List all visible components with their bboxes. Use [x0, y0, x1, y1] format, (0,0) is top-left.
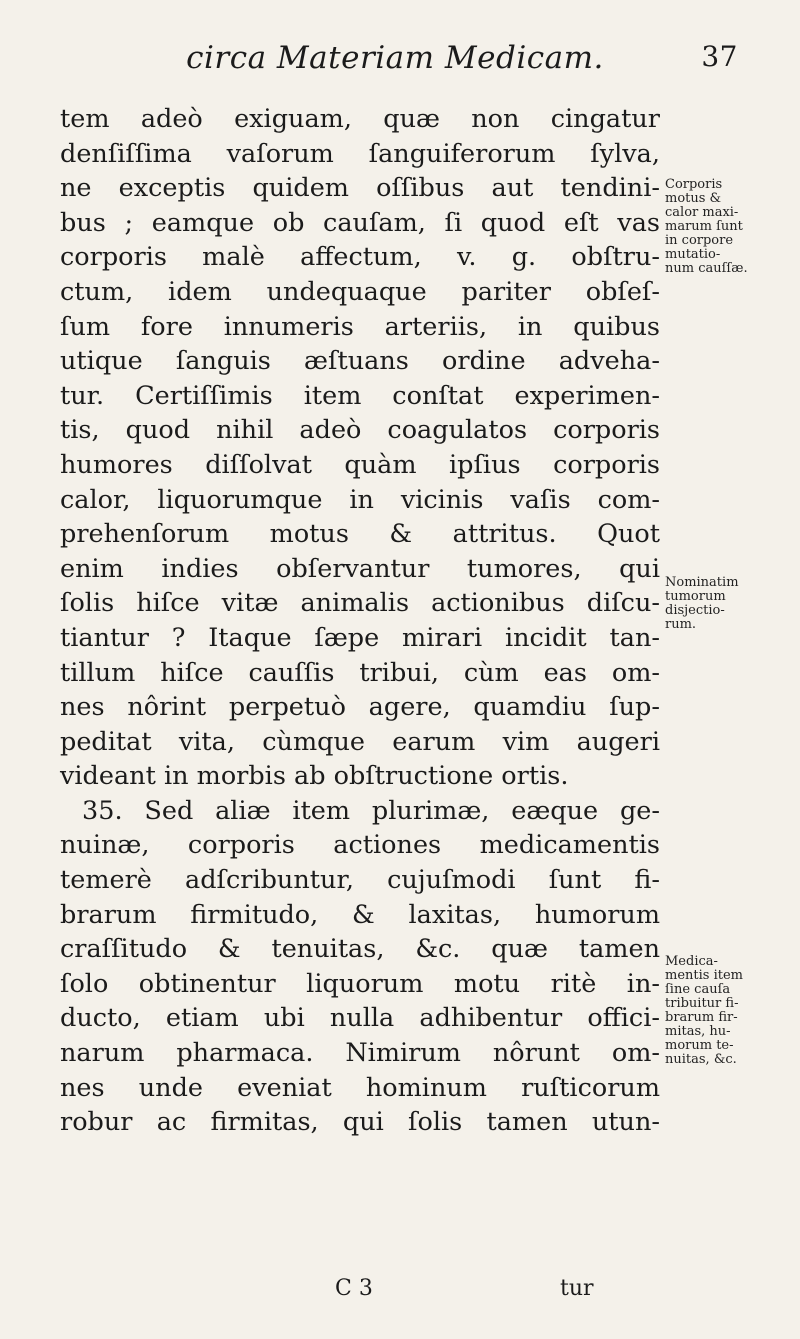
text-line: corporis malè affectum, v. g. obſtru-	[60, 242, 660, 273]
margin-note-line: ſine cauſa	[665, 982, 731, 997]
margin-note-line: motus &	[665, 191, 722, 206]
text-line: enim indies obſervantur tumores, qui	[60, 553, 660, 584]
margin-note-line: num cauſſæ.	[665, 261, 748, 276]
text-line: bus ; eamque ob cauſam, ſi quod eſt vas	[60, 207, 660, 238]
text-line: peditat vita, cùmque earum vim augeri	[60, 726, 660, 757]
running-header	[110, 40, 738, 76]
margin-note-line: marum ſunt	[665, 219, 743, 234]
margin-note-line: mitas, hu-	[665, 1024, 731, 1039]
text-line: videant in morbis ab obſtructione ortis.	[60, 761, 569, 792]
margin-note-corporis	[665, 178, 795, 276]
text-line: narum pharmaca. Nimirum nôrunt om-	[60, 1038, 660, 1069]
page-footer	[60, 1276, 660, 1310]
margin-note-line: brarum fir-	[665, 1010, 738, 1025]
margin-note-line: Nominatim	[665, 575, 739, 590]
margin-note-line: Medica-	[665, 954, 718, 969]
text-line: brarum firmitudo, & laxitas, humorum	[60, 899, 660, 930]
margin-note-nominatim	[665, 576, 795, 632]
text-line: ducto, etiam ubi nulla adhibentur offici-	[60, 1003, 660, 1034]
text-line: tem adeò exiguam, quæ non cingatur	[60, 104, 660, 134]
text-line: ctum, idem undequaque pariter obſeſ-	[60, 276, 660, 307]
margin-note-line: disjectio-	[665, 603, 725, 618]
text-line: humores diſſolvat quàm ipſius corporis	[60, 449, 660, 480]
text-line: robur ac firmitas, qui ſolis tamen utun-	[60, 1107, 660, 1138]
text-line: denſiſſima vaſorum ſanguiferorum ſylva,	[60, 138, 660, 169]
catchword: tur	[560, 1276, 594, 1301]
text-line: nuinæ, corporis actiones medicamentis	[60, 830, 660, 861]
margin-note-line: in corpore	[665, 233, 734, 248]
text-line: utique ſanguis æſtuans ordine adveha-	[60, 346, 660, 377]
margin-note-line: nuitas, &c.	[665, 1052, 737, 1067]
text-line: temerè adſcribuntur, cujuſmodi ſunt fi-	[60, 865, 660, 896]
text-line: tis, quod nihil adeò coagulatos corporis	[60, 415, 660, 446]
signature-mark: C 3	[335, 1276, 373, 1301]
margin-note-line: tumorum	[665, 589, 726, 604]
text-line: prehenſorum motus & attritus. Quot	[60, 519, 660, 550]
body-text	[60, 102, 660, 1140]
text-line: tiantur ? Itaque ſæpe mirari incidit tan-	[60, 622, 660, 653]
margin-note-line: tribuitur fi-	[665, 996, 739, 1011]
text-line: ſum fore innumeris arteriis, in quibus	[60, 311, 660, 342]
text-line: tillum hiſce cauſſis tribui, cùm eas om-	[60, 657, 660, 688]
text-line: calor, liquorumque in vicinis vaſis com-	[60, 484, 660, 515]
margin-note-line: Corporis	[665, 177, 723, 192]
running-title: circa Materiam Medicam.	[186, 40, 604, 76]
text-line: ne exceptis quidem oſſibus aut tendini-	[60, 173, 660, 204]
text-line: nes nôrint perpetuò agere, quamdiu ſup-	[60, 692, 660, 723]
paragraph-start-line: 35. Sed aliæ item plurimæ, eæque ge-	[82, 795, 660, 826]
margin-note-line: rum.	[665, 617, 697, 632]
text-line: ſolo obtinentur liquorum motu ritè in-	[60, 968, 660, 999]
text-line: tur. Certiſſimis item conſtat experimen-	[60, 380, 660, 411]
margin-note-line: morum te-	[665, 1038, 734, 1053]
margin-note-line: mutatio-	[665, 247, 721, 262]
text-line: ſolis hiſce vitæ animalis actionibus diſcu-	[60, 588, 660, 619]
margin-note-line: calor maxi-	[665, 205, 739, 220]
margin-note-medicamentis	[665, 955, 795, 1067]
margin-note-line: mentis item	[665, 968, 743, 983]
text-line: craſſitudo & tenuitas, &c. quæ tamen	[60, 934, 660, 965]
text-line: nes unde eveniat hominum ruſticorum	[60, 1072, 660, 1103]
page-number: 37	[701, 40, 738, 73]
